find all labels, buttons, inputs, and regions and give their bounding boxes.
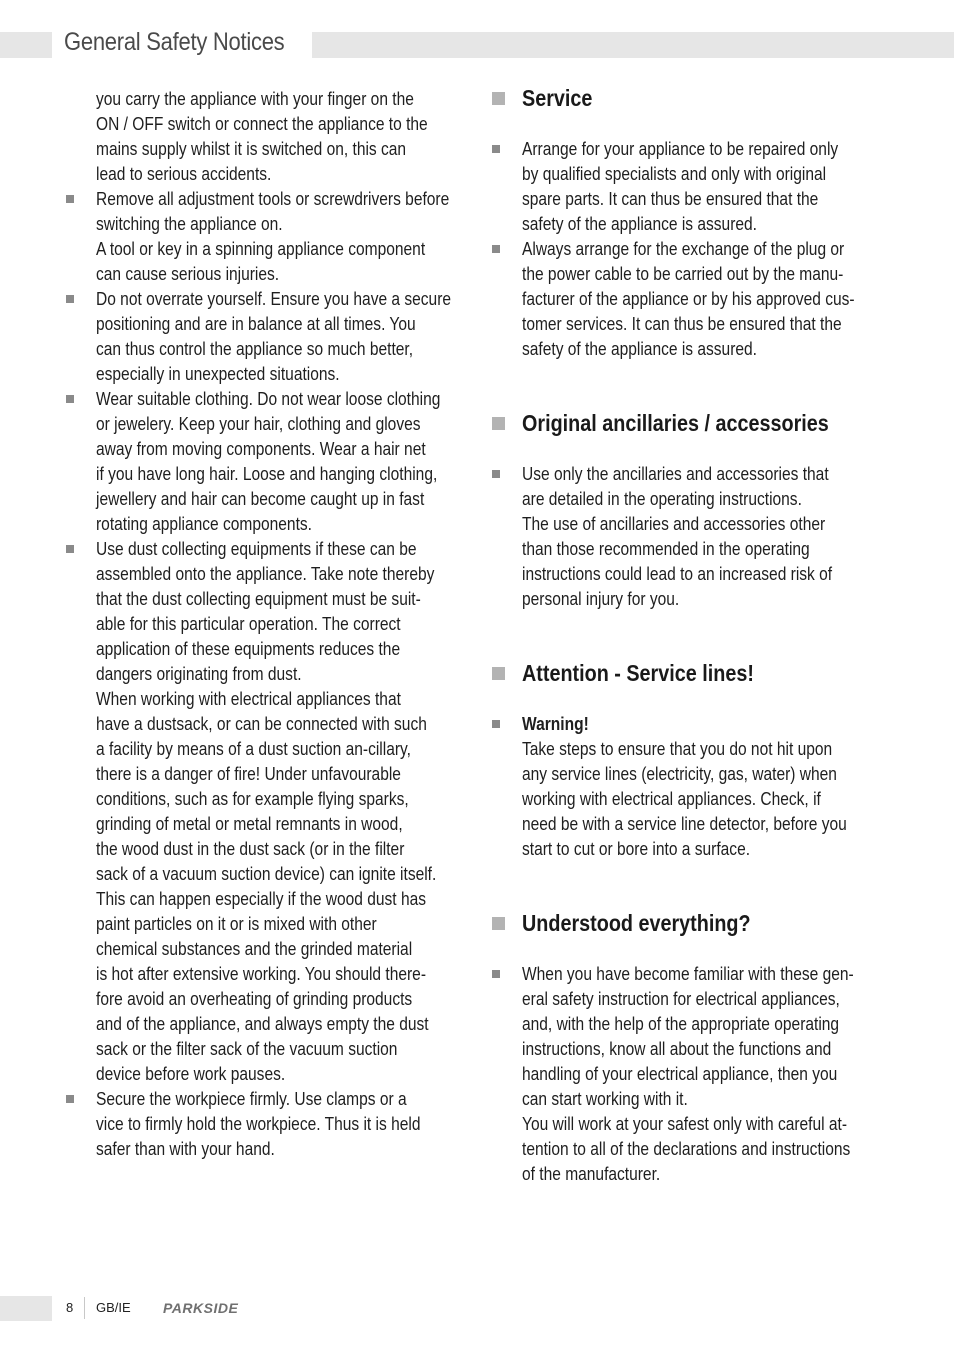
text-line: personal injury for you. bbox=[522, 588, 680, 609]
text-line: mains supply whilst it is switched on, this can bbox=[96, 138, 407, 159]
text-line: When working with electrical appliances that bbox=[96, 688, 401, 709]
text-line: Wear suitable clothing. Do not wear loose clothing bbox=[96, 388, 441, 409]
bullet-square-icon bbox=[66, 195, 74, 203]
section-title: Understood everything? bbox=[522, 910, 751, 936]
intro-paragraph bbox=[64, 86, 464, 186]
text-line: Take steps to ensure that you do not hit upon bbox=[522, 738, 833, 759]
text-line: able for this particular operation. The correct bbox=[96, 613, 401, 634]
text-line: grinding of metal or metal remnants in wood, bbox=[96, 813, 403, 834]
text-line: you carry the appliance with your finger on the bbox=[96, 88, 414, 109]
section-heading-service-lines bbox=[490, 661, 890, 686]
text-line: of the manufacturer. bbox=[522, 1163, 661, 1184]
header-band-left bbox=[0, 32, 52, 58]
list-item bbox=[490, 961, 890, 1186]
language-code: GB/IE bbox=[96, 1300, 131, 1315]
list-item bbox=[490, 711, 890, 861]
text-line: lead to serious accidents. bbox=[96, 163, 272, 184]
text-line: safety of the appliance is assured. bbox=[522, 213, 757, 234]
list-item bbox=[64, 386, 464, 536]
text-line: eral safety instruction for electrical appliances, bbox=[522, 988, 840, 1009]
list-item bbox=[64, 1086, 464, 1161]
bullet-square-icon bbox=[492, 245, 500, 253]
text-line: rotating appliance components. bbox=[96, 513, 312, 534]
list-item bbox=[490, 136, 890, 236]
text-line: working with electrical appliances. Check, if bbox=[522, 788, 821, 809]
text-line: ON / OFF switch or connect the appliance to the bbox=[96, 113, 428, 134]
text-line: instructions, know all about the functions and bbox=[522, 1038, 832, 1059]
text-line: tention to all of the declarations and instructions bbox=[522, 1138, 851, 1159]
text-line: are detailed in the operating instructions. bbox=[522, 488, 802, 509]
text-line: chemical substances and the grinded material bbox=[96, 938, 413, 959]
text-line: tomer services. It can thus be ensured that the bbox=[522, 313, 842, 334]
list-item bbox=[64, 286, 464, 386]
section-title: Original ancillaries / accessories bbox=[522, 410, 829, 436]
text-line: safety of the appliance is assured. bbox=[522, 338, 757, 359]
text-line: application of these equipments reduces the bbox=[96, 638, 401, 659]
text-line: vice to firmly hold the workpiece. Thus it is held bbox=[96, 1113, 421, 1134]
text-line: away from moving components. Wear a hair net bbox=[96, 438, 426, 459]
text-line: sack of a vacuum suction device) can ignite itself. bbox=[96, 863, 437, 884]
bullet-square-icon bbox=[66, 395, 74, 403]
page-number: 8 bbox=[66, 1300, 74, 1315]
text-line: can cause serious injuries. bbox=[96, 263, 280, 284]
footer-divider bbox=[84, 1297, 85, 1319]
text-line: if you have long hair. Loose and hanging clothing, bbox=[96, 463, 438, 484]
bullet-square-icon bbox=[66, 295, 74, 303]
text-line: Always arrange for the exchange of the plug or bbox=[522, 238, 845, 259]
header-band-right bbox=[312, 32, 954, 58]
text-line: the wood dust in the dust sack (or in the filter bbox=[96, 838, 405, 859]
text-line: handling of your electrical appliance, then you bbox=[522, 1063, 838, 1084]
text-line: Use only the ancillaries and accessories that bbox=[522, 463, 829, 484]
section-heading-understood bbox=[490, 911, 890, 936]
text-line: any service lines (electricity, gas, water) when bbox=[522, 763, 837, 784]
section-square-icon bbox=[492, 667, 505, 680]
bullet-square-icon bbox=[492, 145, 500, 153]
text-line: assembled onto the appliance. Take note thereby bbox=[96, 563, 435, 584]
text-line: by qualified specialists and only with original bbox=[522, 163, 827, 184]
text-line: there is a danger of fire! Under unfavourable bbox=[96, 763, 401, 784]
text-line: spare parts. It can thus be ensured that the bbox=[522, 188, 819, 209]
text-line: The use of ancillaries and accessories other bbox=[522, 513, 826, 534]
text-line: jewellery and hair can become caught up in fast bbox=[96, 488, 425, 509]
right-column bbox=[490, 86, 890, 1186]
list-item bbox=[490, 461, 890, 611]
text-line: dangers originating from dust. bbox=[96, 663, 302, 684]
text-line: This can happen especially if the wood dust has bbox=[96, 888, 427, 909]
text-line: sack or the filter sack of the vacuum suction bbox=[96, 1038, 398, 1059]
text-line: positioning and are in balance at all times. You bbox=[96, 313, 416, 334]
section-square-icon bbox=[492, 92, 505, 105]
text-line: is hot after extensive working. You should there- bbox=[96, 963, 427, 984]
text-line: than those recommended in the operating bbox=[522, 538, 810, 559]
text-line: and of the appliance, and always empty the dust bbox=[96, 1013, 429, 1034]
warning-label: Warning! bbox=[522, 713, 589, 734]
bullet-square-icon bbox=[492, 970, 500, 978]
section-heading-service bbox=[490, 86, 890, 111]
text-line: especially in unexpected situations. bbox=[96, 363, 340, 384]
text-line: have a dustsack, or can be connected with such bbox=[96, 713, 427, 734]
text-line: Do not overrate yourself. Ensure you have a secure bbox=[96, 288, 452, 309]
text-line: can thus control the appliance so much better, bbox=[96, 338, 414, 359]
text-line: and, with the help of the appropriate operating bbox=[522, 1013, 840, 1034]
text-line: Use dust collecting equipments if these can be bbox=[96, 538, 417, 559]
text-line: A tool or key in a spinning appliance component bbox=[96, 238, 426, 259]
brand-logo: PARKSIDE bbox=[163, 1300, 239, 1316]
text-line: can start working with it. bbox=[522, 1088, 688, 1109]
text-line: switching the appliance on. bbox=[96, 213, 283, 234]
bullet-square-icon bbox=[492, 720, 500, 728]
section-square-icon bbox=[492, 917, 505, 930]
text-line: paint particles on it or is mixed with other bbox=[96, 913, 377, 934]
text-line: Secure the workpiece firmly. Use clamps or a bbox=[96, 1088, 407, 1109]
page-title: General Safety Notices bbox=[64, 28, 285, 56]
section-square-icon bbox=[492, 417, 505, 430]
section-heading-accessories bbox=[490, 411, 890, 436]
text-line: fore avoid an overheating of grinding products bbox=[96, 988, 413, 1009]
text-line: Remove all adjustment tools or screwdrivers before bbox=[96, 188, 450, 209]
text-line: start to cut or bore into a surface. bbox=[522, 838, 751, 859]
text-line: When you have become familiar with these gen- bbox=[522, 963, 854, 984]
text-line: the power cable to be carried out by the manu- bbox=[522, 263, 844, 284]
text-line: instructions could lead to an increased risk of bbox=[522, 563, 833, 584]
section-title: Service bbox=[522, 85, 593, 111]
bullet-square-icon bbox=[492, 470, 500, 478]
text-line: You will work at your safest only with careful at- bbox=[522, 1113, 848, 1134]
list-item bbox=[64, 186, 464, 286]
text-line: facturer of the appliance or by his approved cus- bbox=[522, 288, 855, 309]
bullet-square-icon bbox=[66, 545, 74, 553]
text-line: device before work pauses. bbox=[96, 1063, 286, 1084]
footer-band bbox=[0, 1296, 52, 1321]
list-item bbox=[490, 236, 890, 361]
section-title: Attention - Service lines! bbox=[522, 660, 754, 686]
left-column bbox=[64, 86, 464, 1161]
bullet-square-icon bbox=[66, 1095, 74, 1103]
list-item bbox=[64, 536, 464, 1086]
text-line: need be with a service line detector, before you bbox=[522, 813, 847, 834]
text-line: Arrange for your appliance to be repaired only bbox=[522, 138, 839, 159]
text-line: conditions, such as for example flying sparks, bbox=[96, 788, 409, 809]
text-line: a facility by means of a dust suction an-cillary, bbox=[96, 738, 411, 759]
text-line: that the dust collecting equipment must be suit- bbox=[96, 588, 421, 609]
text-line: or jewelery. Keep your hair, clothing and gloves bbox=[96, 413, 421, 434]
text-line: safer than with your hand. bbox=[96, 1138, 275, 1159]
